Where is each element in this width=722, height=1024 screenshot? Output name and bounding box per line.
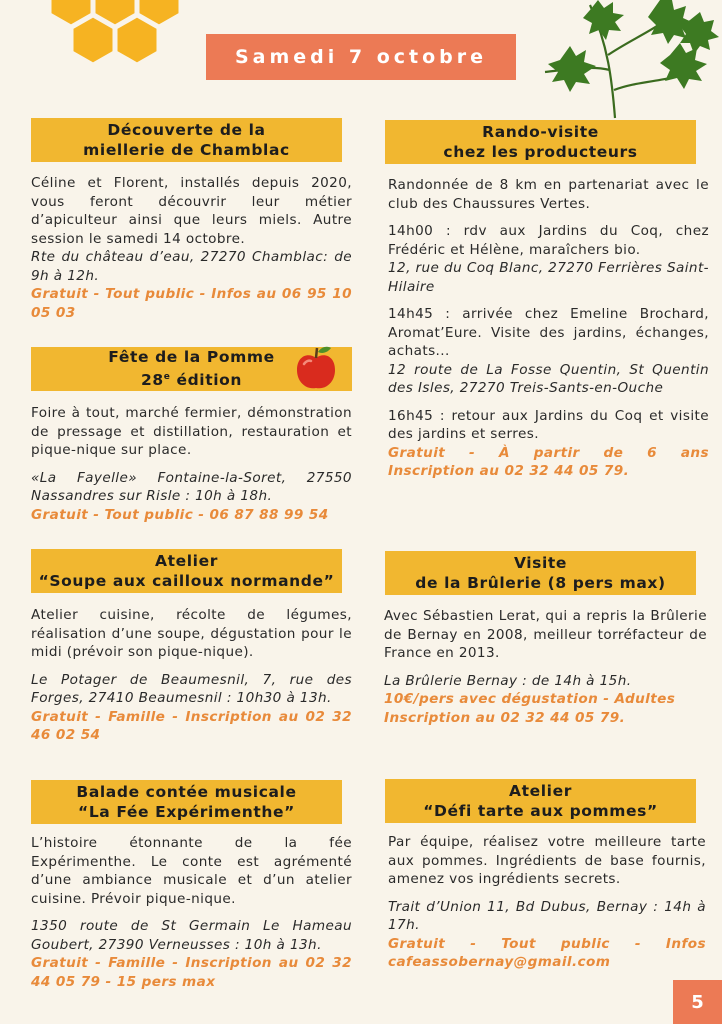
- event-step-location: 12, rue du Coq Blanc, 27270 Ferrières Saint-Hilaire: [388, 260, 709, 295]
- event-location: «La Fayelle» Fontaine-la-Soret, 27550 Nassandres sur Risle : 10h à 18h.: [31, 469, 352, 504]
- event-title-line-1: Fête de la Pomme: [108, 348, 275, 367]
- event-info: Gratuit - Tout public - Infos au 06 95 10 05 03: [31, 286, 352, 321]
- apple-icon: [294, 344, 338, 392]
- event-title-line-1: Balade contée musicale: [76, 783, 297, 801]
- event-title-line-2: de la Brûlerie (8 pers max): [415, 574, 666, 592]
- event-title-line-2: “Défi tarte aux pommes”: [423, 802, 658, 820]
- event-title-line-1: Atelier: [509, 782, 572, 800]
- event-info: Inscription au 02 32 44 05 79.: [388, 463, 630, 479]
- event-title-line-1: Découverte de la: [107, 121, 266, 139]
- event-location: Le Potager de Beaumesnil, 7, rue des Forges, 27410 Beaumesnil : 10h30 à 13h.: [31, 671, 352, 706]
- event-step-location: 12 route de La Fosse Quentin, St Quentin des Isles, 27270 Treis-Sants-en-Ouche: [388, 361, 709, 396]
- event-title-line-2: chez les producteurs: [443, 143, 638, 161]
- event-body-balade: [31, 834, 352, 991]
- event-description: Foire à tout, marché fermier, démonstration de pressage et distillation, restauration et pique-nique sur place.: [31, 405, 352, 458]
- event-info: Gratuit - Famille - Inscription au 02 32 44 05 79 - 15 pers max: [31, 955, 352, 990]
- event-body-soupe: [31, 606, 352, 745]
- event-title-line-2: [141, 367, 242, 390]
- event-title-brulerie: [385, 551, 696, 595]
- event-title-line-1: Atelier: [155, 552, 218, 570]
- edition-number: 28: [140, 371, 164, 390]
- event-description: Céline et Florent, installés depuis 2020, vous feront découvrir leur métier d’apiculteur ainsi que leurs miels. Autre session le samedi 14 octobre.: [31, 175, 352, 247]
- herb-leaves-decoration: [520, 0, 722, 120]
- event-title-miellerie: [31, 118, 342, 162]
- event-title-rando: [385, 120, 696, 164]
- event-title-line-2: “Soupe aux cailloux normande”: [38, 572, 335, 590]
- event-location: Rte du château d’eau, 27270 Chamblac: de 9h à 12h.: [31, 249, 352, 284]
- event-location: 1350 route de St Germain Le Hameau Goubert, 27390 Verneusses : 10h à 13h.: [31, 918, 352, 953]
- event-title-tarte: [385, 779, 696, 823]
- event-body-brulerie: [384, 607, 707, 727]
- event-description: Atelier cuisine, récolte de légumes, réalisation d’une soupe, dégustation pour le midi (prévoir son pique-nique).: [31, 607, 352, 660]
- event-description: Par équipe, réalisez votre meilleure tarte aux pommes. Ingrédients de base fournis, amenez vos ingrédients secrets.: [388, 834, 706, 887]
- event-info: cafeassobernay@gmail.com: [388, 954, 611, 970]
- event-intro: Randonnée de 8 km en partenariat avec le club des Chaussures Vertes.: [388, 177, 709, 212]
- event-title-soupe: [31, 549, 342, 593]
- edition-label: édition: [170, 371, 243, 390]
- event-body-tarte: [388, 833, 706, 972]
- event-info: Gratuit - Tout public - Infos: [388, 935, 706, 952]
- event-body-miellerie: [31, 174, 352, 322]
- event-info: Gratuit - Famille - Inscription au 02 32 46 02 54: [31, 708, 352, 743]
- event-step: 16h45 : retour aux Jardins du Coq et visite des jardins et serres.: [388, 407, 709, 442]
- event-title-balade: [31, 780, 342, 824]
- event-title-line-2: “La Fée Expérimenthe”: [78, 803, 295, 821]
- event-title-line-2: miellerie de Chamblac: [83, 141, 290, 159]
- edition-superscript: e: [163, 372, 171, 383]
- event-title-line-1: Visite: [513, 554, 568, 572]
- event-location: La Brûlerie Bernay : de 14h à 15h.: [384, 672, 632, 689]
- event-step: 14h00 : rdv aux Jardins du Coq, chez Frédéric et Hélène, maraîchers bio.: [388, 223, 709, 258]
- event-description: Avec Sébastien Lerat, qui a repris la Brûlerie de Bernay en 2008, meilleur torréfacteur de France en 2013.: [384, 608, 707, 661]
- event-body-pomme: [31, 404, 352, 524]
- event-info: Gratuit - À partir de 6 ans: [388, 444, 709, 461]
- event-location: Trait d’Union 11, Bd Dubus, Bernay : 14h à 17h.: [388, 898, 706, 933]
- event-description: L’histoire étonnante de la fée Expérimenthe. Le conte est agrémenté d’une ambiance musicale et d’un atelier cuisine. Prévoir pique-nique.: [31, 835, 352, 907]
- event-title-line-1: Rando-visite: [482, 123, 599, 141]
- honeycomb-decoration: [0, 0, 200, 80]
- date-banner: Samedi 7 octobre: [206, 34, 516, 80]
- page-number: 5: [673, 980, 722, 1024]
- event-info: 10€/pers avec dégustation - Adultes: [384, 691, 676, 707]
- event-body-rando: [388, 176, 709, 481]
- event-step: 14h45 : arrivée chez Emeline Brochard, Aromat’Eure. Visite des jardins, échanges, achats...: [388, 306, 709, 359]
- event-info: Gratuit - Tout public - 06 87 88 99 54: [31, 506, 329, 523]
- event-info: Inscription au 02 32 44 05 79.: [384, 709, 626, 726]
